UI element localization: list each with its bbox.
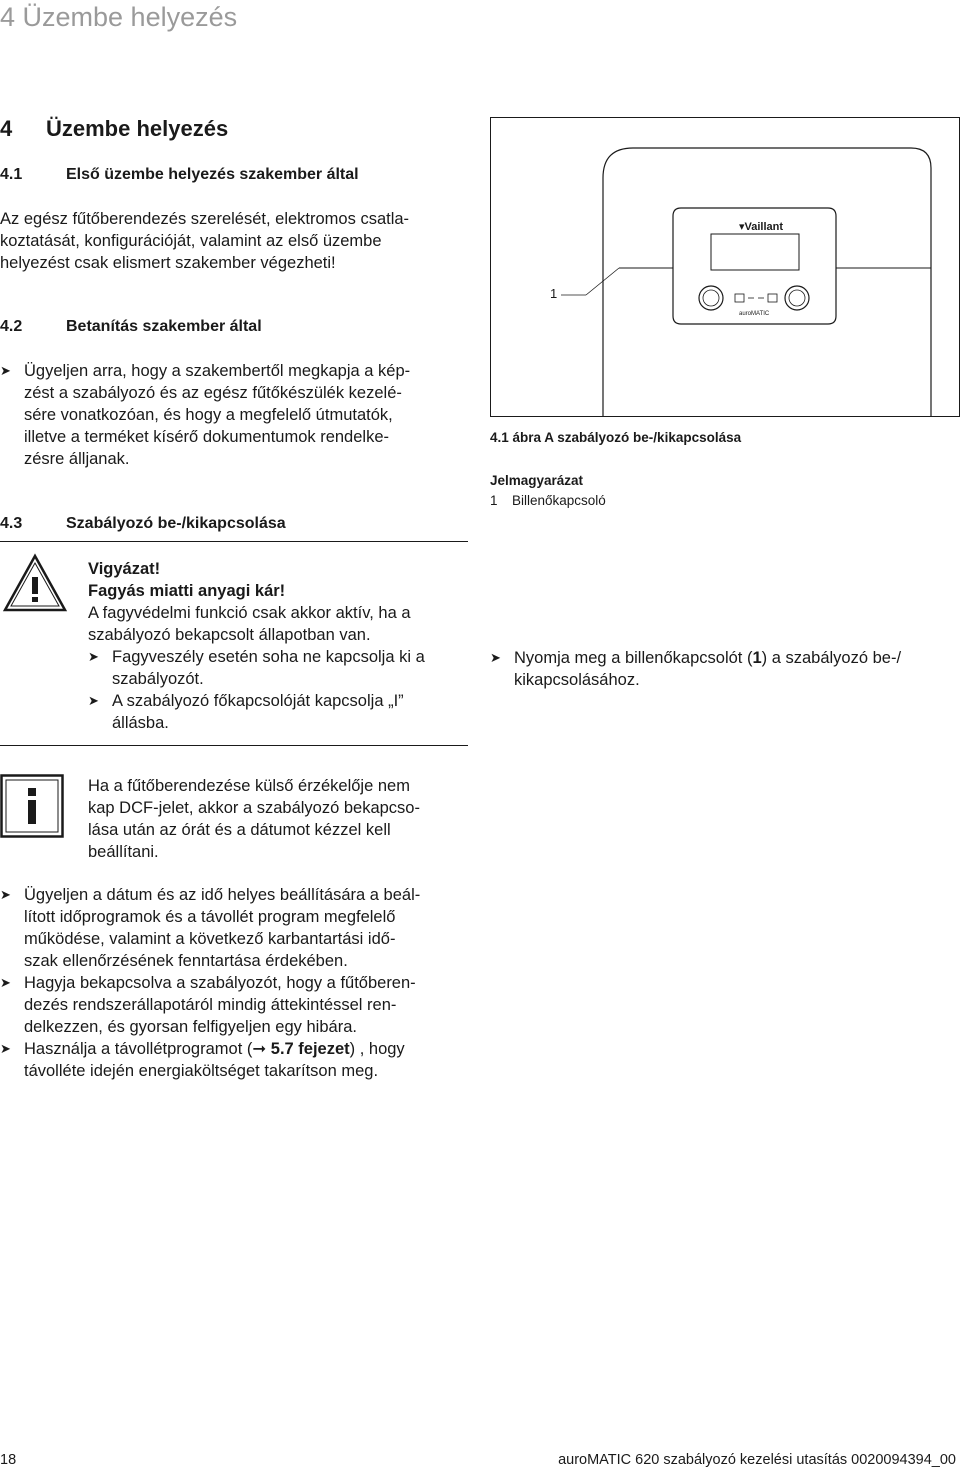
section-title: Első üzembe helyezés szakember által (66, 166, 359, 183)
chapter-number: 4 (0, 116, 13, 141)
figure-frame (490, 117, 960, 417)
brand-logo (739, 220, 783, 233)
text-line: Hagyja bekapcsolva a szabályozót, hogy a fűtőberen- (24, 974, 416, 992)
product-logo: auroMATIC (739, 311, 770, 317)
callout-number: 1 (550, 286, 558, 301)
text-line: A szabályozó főkapcsolóját kapcsolja „I” (112, 692, 404, 710)
bullet-item (0, 972, 470, 1038)
document-id: auroMATIC 620 szabályozó kezelési utasítás 0020094394_00 (558, 1452, 956, 1468)
section-heading-4-2 (0, 318, 262, 336)
arrow-bullet-icon: ➤ (0, 363, 11, 378)
bullet-item (0, 360, 494, 470)
section-title: Szabályozó be-/kikapcsolása (66, 515, 286, 532)
text-run: Nyomja meg a billenőkapcsolót ( (514, 649, 753, 667)
brand-mark-icon: ▾ (739, 221, 745, 233)
cross-reference-link[interactable]: 5.7 fejezet (270, 1040, 350, 1058)
text-line: lított időprogramok és a távollét program megfelelő (24, 908, 396, 926)
info-icon (0, 774, 64, 838)
text-line: Ha a fűtőberendezése külső érzékelője nem (88, 777, 410, 795)
bullet-item (0, 1038, 470, 1082)
section-heading-4-1 (0, 166, 359, 184)
arrow-bullet-icon: ➤ (0, 1041, 11, 1056)
text-line (514, 647, 960, 669)
bullet-item (88, 690, 468, 734)
arrow-bullet-icon: ➤ (0, 887, 11, 902)
text-line: szabályozó bekapcsolt állapotban van. (88, 626, 371, 644)
text-run: ) a szabályozó be-/ (761, 649, 902, 667)
text-line: lása után az órát és a dátumot kézzel kell (88, 821, 391, 839)
text-line: távolléte idején energiaköltséget takarítson meg. (24, 1062, 379, 1080)
text-line: A fagyvédelmi funkció csak akkor aktív, ha a (88, 604, 411, 622)
arrow-bullet-icon: ➤ (88, 693, 99, 708)
text-line: beállítani. (88, 843, 159, 861)
warning-triangle-icon (2, 553, 68, 613)
text-line: sére vonatkozóan, és hogy a megfelelő útmutatók, (24, 406, 393, 424)
divider (0, 745, 468, 746)
text-line: zést a szabályozó és az egész fűtőkészülék kezelé- (24, 384, 402, 402)
text-line: kap DCF-jelet, akkor a szabályozó bekapcso- (88, 799, 420, 817)
arrow-bullet-icon: ➤ (490, 650, 501, 665)
chapter-title: Üzembe helyezés (46, 116, 229, 141)
warning-block (88, 558, 468, 734)
controller-illustration (491, 118, 959, 416)
text-line: koztatását, konfigurációját, valamint az első üzembe (0, 232, 382, 250)
text-line: dezés rendszerállapotáról mindig áttekintéssel ren- (24, 996, 397, 1014)
text-line: delkezzen, és gyorsan felfigyeljen egy hibára. (24, 1018, 357, 1036)
text-line: állásba. (112, 714, 169, 732)
legend-label: Billenőkapcsoló (512, 493, 606, 508)
page-number: 18 (0, 1452, 17, 1468)
legend-number: 1 (490, 493, 498, 508)
legend-title: Jelmagyarázat (490, 473, 584, 488)
section-number: 4.2 (0, 318, 23, 335)
figure-caption: 4.1 ábra A szabályozó be-/kikapcsolása (490, 430, 742, 445)
text-line: Fagyveszély esetén soha ne kapcsolja ki a (112, 648, 425, 666)
text-run: Használja a távollétprogramot ( (24, 1040, 253, 1058)
section-heading-4-3 (0, 515, 286, 533)
bullet-item (0, 884, 470, 972)
arrow-bullet-icon: ➤ (88, 649, 99, 664)
item-reference: 1 (752, 649, 762, 667)
bullet-item (490, 647, 960, 691)
text-line: illetve a terméket kísérő dokumentumok rendelke- (24, 428, 389, 446)
warning-title: Vigyázat! (88, 560, 161, 578)
text-line: kikapcsolásához. (514, 671, 640, 689)
chapter-heading (0, 116, 228, 142)
section-title: Betanítás szakember által (66, 318, 262, 335)
text-line: Az egész fűtőberendezés szerelését, elektromos csatla- (0, 210, 410, 228)
text-line (24, 1038, 470, 1060)
text-line: helyezést csak elismert szakember végezheti! (0, 254, 336, 272)
legend-item (490, 493, 606, 508)
arrow-bullet-icon: ➤ (0, 975, 11, 990)
section-4-1-text (0, 208, 470, 274)
text-line: szabályozót. (112, 670, 204, 688)
section-number: 4.1 (0, 166, 23, 183)
text-line: szak ellenőrzésének fenntartása érdekében. (24, 952, 348, 970)
text-line: zésre álljanak. (24, 450, 130, 468)
info-text (88, 775, 468, 863)
section-number: 4.3 (0, 515, 23, 532)
cross-reference-arrow-icon: ➞ (252, 1040, 267, 1058)
running-head: 4 Üzembe helyezés (0, 2, 238, 32)
warning-subtitle: Fagyás miatti anyagi kár! (88, 582, 286, 600)
text-run: ) , hogy (349, 1040, 405, 1058)
bullet-item (88, 646, 468, 690)
brand-name: Vaillant (744, 221, 784, 233)
text-line: működése, valamint a következő karbantartási idő- (24, 930, 396, 948)
divider (0, 541, 468, 542)
text-line: Ügyeljen a dátum és az idő helyes beállítására a beál- (24, 886, 421, 904)
bottom-bullet-list (0, 884, 470, 1082)
text-line: Ügyeljen arra, hogy a szakembertől megkapja a kép- (24, 362, 411, 380)
